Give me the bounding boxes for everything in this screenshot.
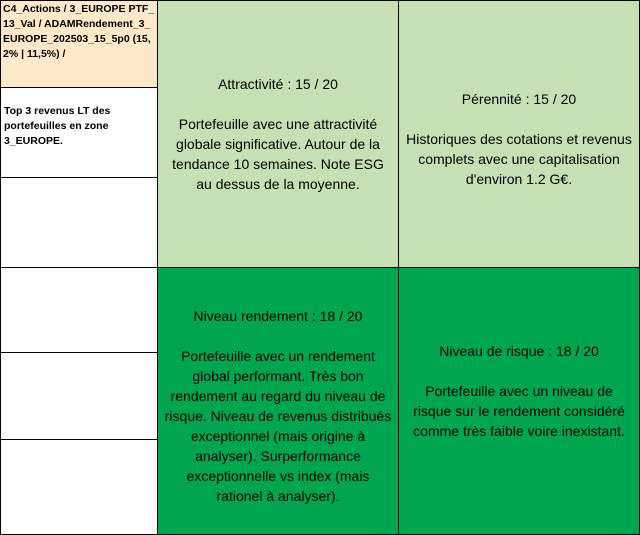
empty-cell-3 (0, 352, 158, 440)
rendement-title: Niveau rendement : 18 / 20 (193, 308, 363, 324)
rendement-text: Portefeuille avec un rendement global performant. Très bon rendement au regard du niveau de risque. Niveau de revenus distribués exceptionnel (mais origine à analyser). Surperformance exceptionnelle vs index (mais rationel à analyser). (164, 348, 392, 504)
portfolio-title-cell (0, 0, 158, 88)
attractivite-panel (157, 0, 399, 268)
perennite-text: Historiques des cotations et revenus complets avec une capitalisation d'environ 1.2 G€. (406, 131, 632, 187)
empty-cell-2 (0, 267, 158, 353)
perennite-panel (398, 0, 640, 268)
rendement-panel (157, 267, 399, 535)
portfolio-description-cell (0, 87, 158, 178)
empty-cell-4 (0, 439, 158, 535)
risque-text: Portefeuille avec un niveau de risque sur le rendement considéré comme très faible voire inexistant. (413, 383, 625, 439)
portfolio-title: C4_Actions / 3_EUROPE PTF_13_Val / ADAMRendement_3_EUROPE_202503_15_5p0 (15,2% | 11,5%) / (3, 3, 155, 60)
risque-title: Niveau de risque : 18 / 20 (439, 343, 599, 359)
attractivite-text: Portefeuille avec une attractivité globale significative. Autour de la tendance 10 semaines. Note ESG au dessus de la moyenne. (172, 116, 384, 192)
empty-cell-1 (0, 177, 158, 268)
perennite-title: Pérennité : 15 / 20 (461, 91, 577, 107)
portfolio-description: Top 3 revenus LT des portefeuilles en zone 3_EUROPE. (4, 105, 111, 147)
attractivite-title: Attractivité : 15 / 20 (218, 76, 338, 92)
risque-panel (398, 267, 640, 535)
